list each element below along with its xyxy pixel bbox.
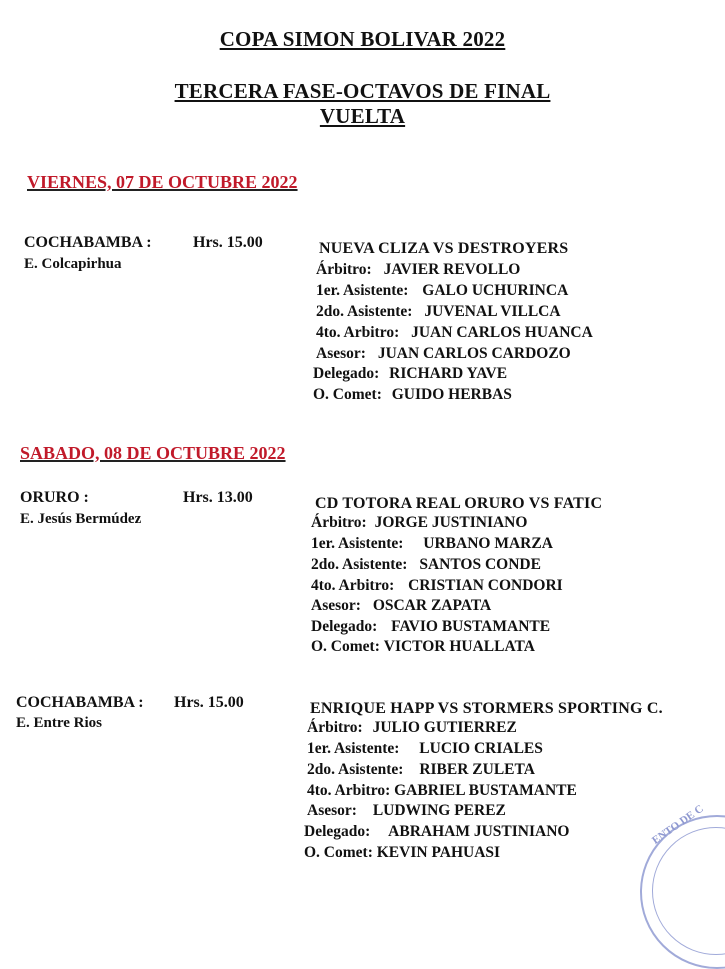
official-delegate: Delegado: ABRAHAM JUSTINIANO bbox=[304, 823, 570, 840]
day-heading: SABADO, 08 DE OCTUBRE 2022 bbox=[20, 443, 286, 463]
official-referee: Árbitro: JAVIER REVOLLO bbox=[316, 261, 521, 278]
match-city: ORURO : bbox=[20, 489, 89, 506]
match-venue: E. Entre Rios bbox=[16, 715, 102, 731]
stamp-text: ENTO DE C bbox=[650, 802, 706, 847]
official-referee: Árbitro: JULIO GUTIERREZ bbox=[307, 719, 517, 736]
official-fourth: 4to. Arbitro: CRISTIAN CONDORI bbox=[311, 577, 563, 594]
match-venue: E. Jesús Bermúdez bbox=[20, 511, 142, 527]
match-time: Hrs. 15.00 bbox=[193, 234, 263, 251]
official-delegate: Delegado: FAVIO BUSTAMANTE bbox=[311, 618, 551, 635]
official-referee: Árbitro: JORGE JUSTINIANO bbox=[311, 514, 528, 531]
match-teams: NUEVA CLIZA VS DESTROYERS bbox=[319, 240, 569, 257]
match-time: Hrs. 15.00 bbox=[174, 694, 244, 711]
official-commissioner: O. Comet: GUIDO HERBAS bbox=[313, 386, 512, 403]
official-assistant-1: 1er. Asistente: URBANO MARZA bbox=[311, 535, 553, 552]
official-advisor: Asesor: JUAN CARLOS CARDOZO bbox=[316, 345, 571, 362]
official-assistant-2: 2do. Asistente: RIBER ZULETA bbox=[307, 761, 535, 778]
match-city: COCHABAMBA : bbox=[24, 234, 152, 251]
official-assistant-2: 2do. Asistente: SANTOS CONDE bbox=[311, 556, 541, 573]
official-assistant-1: 1er. Asistente: GALO UCHURINCA bbox=[316, 282, 569, 299]
official-commissioner: O. Comet: VICTOR HUALLATA bbox=[311, 638, 535, 655]
match-time: Hrs. 13.00 bbox=[183, 489, 253, 506]
official-advisor: Asesor: OSCAR ZAPATA bbox=[311, 597, 492, 614]
phase-title: TERCERA FASE-OCTAVOS DE FINAL bbox=[174, 79, 551, 103]
match-venue: E. Colcapirhua bbox=[24, 256, 122, 272]
match-teams: ENRIQUE HAPP VS STORMERS SPORTING C. bbox=[310, 700, 663, 717]
official-advisor: Asesor: LUDWING PEREZ bbox=[307, 802, 506, 819]
match-city: COCHABAMBA : bbox=[16, 694, 144, 711]
match-teams: CD TOTORA REAL ORURO VS FATIC bbox=[315, 495, 603, 512]
official-commissioner: O. Comet: KEVIN PAHUASI bbox=[304, 844, 501, 861]
official-fourth: 4to. Arbitro: GABRIEL BUSTAMANTE bbox=[307, 782, 577, 799]
stamp-inner-ring bbox=[652, 827, 725, 955]
official-fourth: 4to. Arbitro: JUAN CARLOS HUANCA bbox=[316, 324, 593, 341]
official-assistant-1: 1er. Asistente: LUCIO CRIALES bbox=[307, 740, 543, 757]
official-stamp bbox=[640, 802, 725, 969]
round-title: VUELTA bbox=[319, 104, 406, 128]
official-assistant-2: 2do. Asistente: JUVENAL VILLCA bbox=[316, 303, 561, 320]
day-heading: VIERNES, 07 DE OCTUBRE 2022 bbox=[27, 172, 298, 192]
official-delegate: Delegado: RICHARD YAVE bbox=[313, 365, 508, 382]
page-title: COPA SIMON BOLIVAR 2022 bbox=[219, 27, 506, 51]
